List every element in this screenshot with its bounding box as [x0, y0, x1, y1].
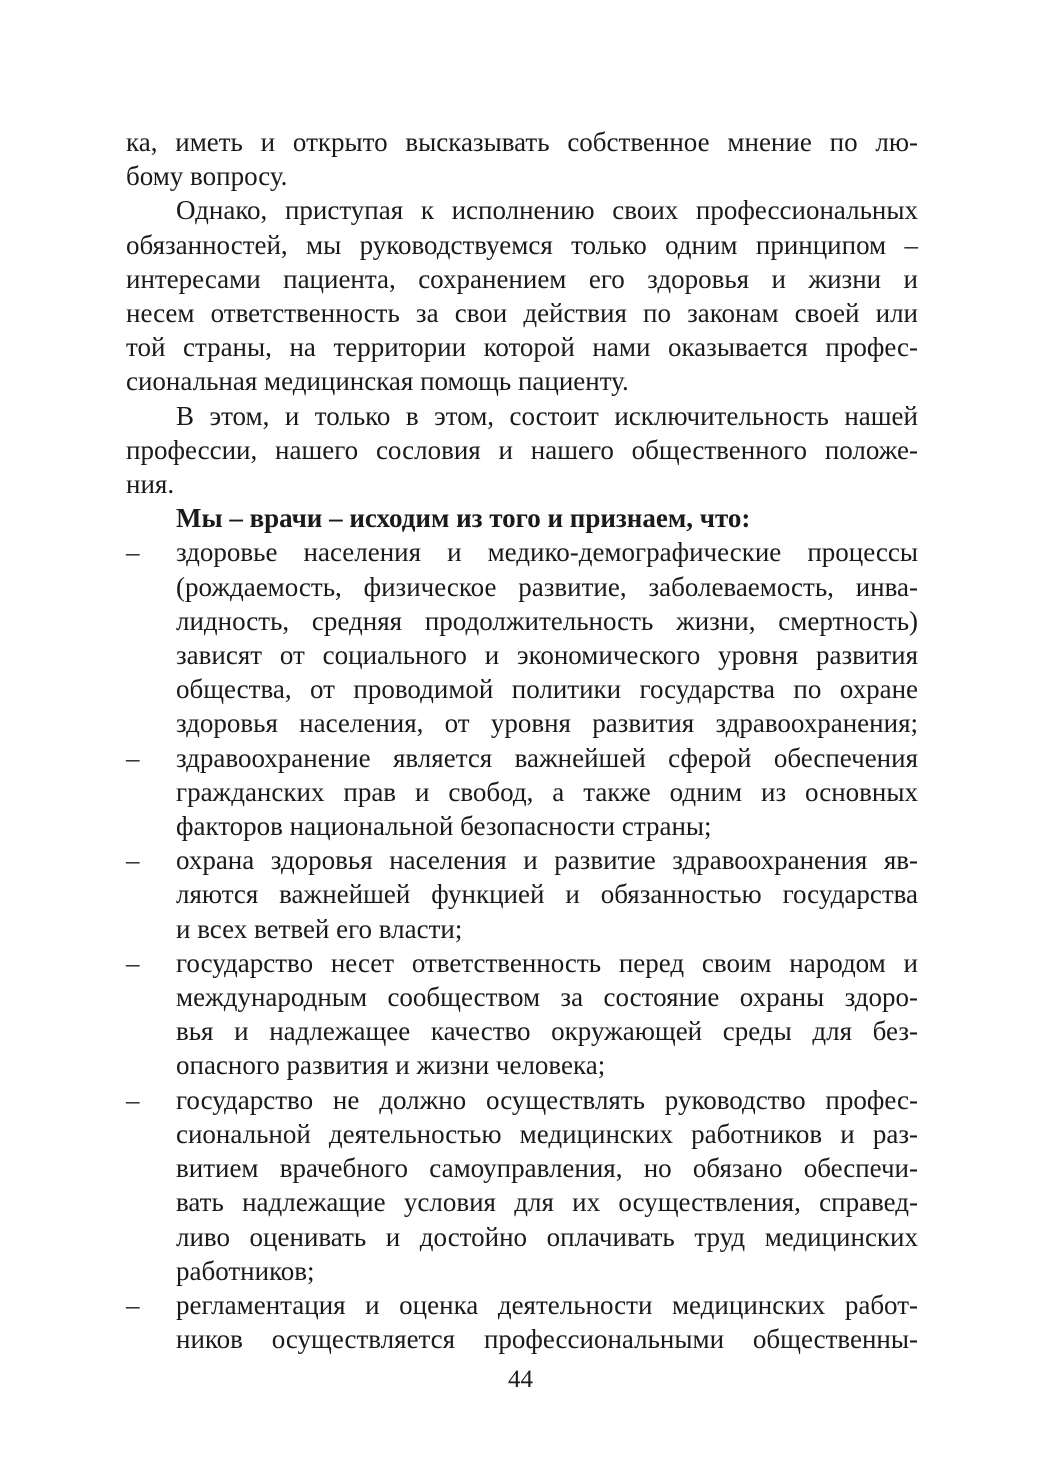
text-line: той страны, на территории которой нами оказывается профес- — [126, 332, 918, 363]
dash-bullet: – — [126, 537, 140, 568]
text-line: здравоохранение является важнейшей сферой обеспечения — [176, 742, 918, 773]
text-line: здоровья населения, от уровня развития здравоохранения; — [176, 708, 918, 739]
text-line: бому вопросу. — [126, 161, 288, 192]
text-line: и всех ветвей его власти; — [176, 913, 463, 944]
text-line: опасного развития и жизни человека; — [176, 1050, 606, 1081]
paragraph-continuation — [126, 125, 918, 193]
paragraph-exclusivity — [126, 399, 918, 502]
list-item — [126, 1288, 918, 1356]
text-line: вать надлежащие условия для их осуществления, справед- — [176, 1187, 918, 1218]
text-line: работников; — [176, 1255, 315, 1286]
text-line: сиональная медицинская помощь пациенту. — [126, 366, 629, 397]
dash-bullet: – — [126, 1289, 140, 1320]
text-line: ния. — [126, 469, 175, 500]
text-line: здоровье населения и медико-демографические процессы — [176, 537, 918, 568]
text-line: лидность, средняя продолжительность жизни, смертность) — [176, 605, 918, 636]
text-line: несем ответственность за свои действия по законам своей или — [126, 298, 918, 329]
list-item — [126, 535, 918, 740]
text-line: общества, от проводимой политики государства по охране — [176, 674, 918, 705]
text-line: факторов национальной безопасности страны; — [176, 811, 712, 842]
text-line: Однако, приступая к исполнению своих профессиональных — [176, 195, 918, 226]
text-line: государство не должно осуществлять руководство профес- — [176, 1084, 918, 1115]
text-line: интересами пациента, сохранением его здоровья и жизни и — [126, 263, 918, 294]
dash-bullet: – — [126, 845, 140, 876]
list-item — [126, 1083, 918, 1288]
page-number: 44 — [508, 1366, 533, 1393]
dash-bullet: – — [126, 1084, 140, 1115]
text-line: витием врачебного самоуправления, но обязано обеспечи- — [176, 1153, 918, 1184]
text-line: зависят от социального и экономического уровня развития — [176, 640, 918, 671]
text-line: профессии, нашего сословия и нашего общественного положе- — [126, 434, 918, 465]
paragraph-principle — [126, 193, 918, 398]
page-body — [126, 125, 918, 1356]
section-heading: Мы – врачи – исходим из того и признаем, что: — [176, 503, 751, 534]
text-line: охрана здоровья населения и развитие здравоохранения яв- — [176, 845, 918, 876]
text-line: регламентация и оценка деятельности медицинских работ- — [176, 1289, 918, 1320]
text-line: ников осуществляется профессиональными общественны- — [176, 1324, 918, 1355]
text-line: государство несет ответственность перед своим народом и — [176, 947, 918, 978]
list-item — [126, 946, 918, 1083]
text-line: ляются важнейшей функцией и обязанностью государства — [176, 879, 918, 910]
statement-list — [126, 535, 918, 1356]
text-line: ливо оценивать и достойно оплачивать труд медицинских — [176, 1221, 918, 1252]
dash-bullet: – — [126, 742, 140, 773]
dash-bullet: – — [126, 947, 140, 978]
text-line: ка, иметь и открыто высказывать собственное мнение по лю- — [126, 127, 918, 157]
text-line: гражданских прав и свобод, а также одним из основных — [176, 776, 918, 807]
text-line: международным сообществом за состояние охраны здоро- — [176, 982, 918, 1013]
text-line: В этом, и только в этом, состоит исключительность нашей — [176, 400, 918, 431]
text-line: вья и надлежащее качество окружающей среды для без- — [176, 1016, 918, 1047]
text-line: (рождаемость, физическое развитие, заболеваемость, инва- — [176, 571, 918, 602]
text-line: сиональной деятельностью медицинских работников и раз- — [176, 1118, 918, 1149]
text-line: обязанностей, мы руководствуемся только одним принципом – — [126, 229, 918, 260]
list-item — [126, 741, 918, 844]
list-item — [126, 843, 918, 946]
